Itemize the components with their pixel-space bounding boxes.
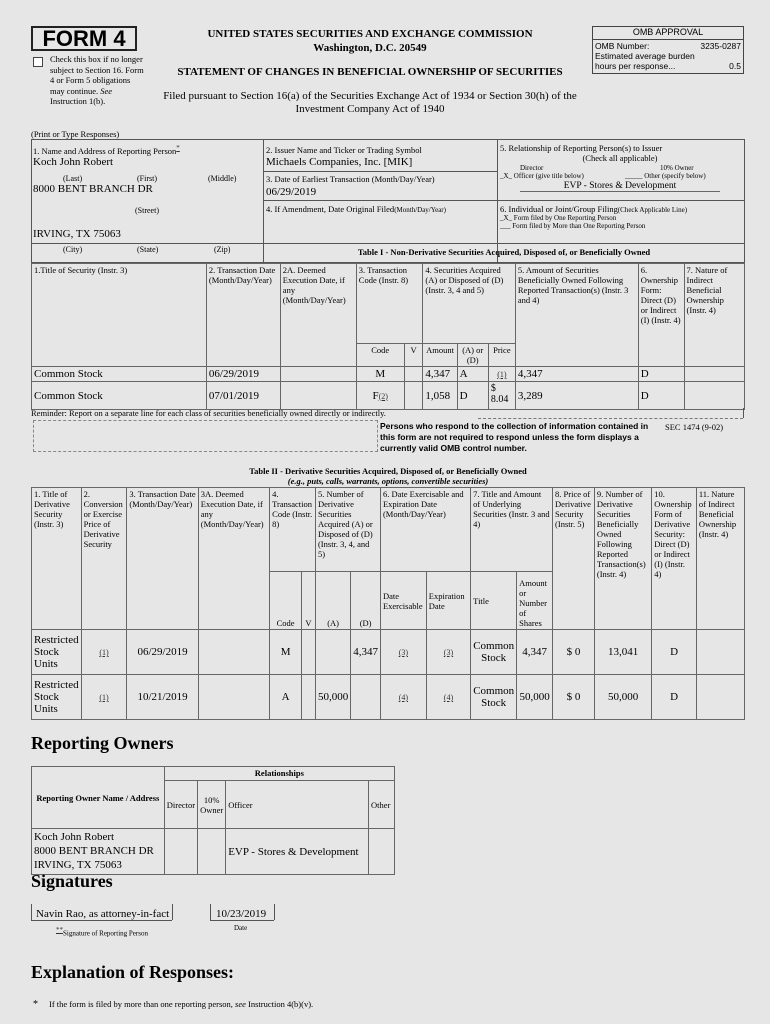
t2-row1-exp-footnote[interactable]: (3) (443, 648, 454, 657)
t2-row2-v (302, 675, 316, 720)
owner-other (369, 829, 395, 875)
agency-city: Washington, D.C. 20549 (313, 42, 427, 54)
reporter-city-line: IRVING, TX 75063 (33, 228, 121, 240)
t1-row2-ad: D (457, 382, 488, 410)
check-all: (Check all applicable) (582, 153, 658, 163)
t2-h-nature: 11. Nature of Indirect Beneficial Ownership (Instr. 4) (696, 488, 744, 630)
t2-h-number: 5. Number of Derivative Securities Acquired (A) or Disposed of (D) (Instr. 3, 4, and 5) (315, 488, 380, 572)
table-row (32, 829, 395, 875)
table2 (31, 487, 745, 720)
t2-h-exercisable: 6. Date Exercisable and Expiration Date (Month/Day/Year) (380, 488, 470, 572)
label-middle: (Middle) (208, 174, 237, 183)
t2-h-date-ex: Date Exercisable (380, 572, 426, 630)
owner-street: 8000 BENT BRANCH DR (34, 845, 154, 857)
rel-other: _____ Other (specify below) (625, 172, 706, 180)
t1-row2-form: D (638, 382, 684, 410)
owner-name: Koch John Robert (34, 831, 115, 843)
t1-h-owned: 5. Amount of Securities Beneficially Owned Following Reported Transaction(s) (Instr. 3 and 4) (515, 264, 638, 367)
t1-h-title: 1.Title of Security (Instr. 3) (32, 264, 207, 367)
t1-row2-price: $ 8.04 (488, 382, 515, 410)
t2-row2-conv-footnote[interactable]: (1) (99, 693, 109, 702)
table2-subtitle: (e.g., puts, calls, warrants, options, convertible securities) (287, 476, 489, 486)
owners-col-officer: Officer (226, 781, 369, 829)
agency-name: UNITED STATES SECURITIES AND EXCHANGE COMMISSION (207, 28, 533, 40)
omb-number: 3235-0287 (700, 41, 741, 51)
label-state: (State) (137, 245, 159, 254)
t2-row2-code: A (270, 675, 302, 720)
t1-row1-price-footnote[interactable]: (1) (497, 370, 507, 379)
t2-row2-utitle: Common Stock (471, 675, 517, 720)
owners-col-other: Other (369, 781, 395, 829)
signatures-heading: Signatures (31, 871, 113, 891)
label-city: (City) (63, 245, 83, 254)
instr-text: Instruction 1(b). (50, 96, 106, 106)
t2-row1-deemed (198, 630, 269, 675)
t2-h-d: (D) (351, 572, 381, 630)
owner-director (164, 829, 197, 875)
t2-row1-code: M (270, 630, 302, 675)
persons-notice: Persons who respond to the collection of information contained in this form are not required to respond unless the form displays a currently valid OMB control number. (380, 421, 649, 453)
t1-row2-v (404, 382, 423, 410)
t1-row1-date: 06/29/2019 (206, 367, 280, 382)
owner-city: IRVING, TX 75063 (34, 859, 122, 871)
t1-row2-title: Common Stock (32, 382, 207, 410)
t1-row1-title: Common Stock (32, 367, 207, 382)
owners-col-name: Reporting Owner Name / Address (32, 767, 165, 829)
earliest-date: 06/29/2019 (266, 186, 317, 198)
t1-row1-ad: A (457, 367, 488, 382)
owners-heading: Reporting Owners (31, 733, 174, 753)
table-row (32, 367, 745, 382)
form-title-box (31, 26, 137, 51)
t2-h-underlying: 7. Title and Amount of Underlying Securities (Instr. 3 and 4) (471, 488, 553, 572)
no-longer-checkbox[interactable] (33, 57, 43, 67)
t2-row2-form: D (652, 675, 697, 720)
owners-col-tenpct: 10% Owner (198, 781, 226, 829)
t1-row1-deemed (280, 367, 356, 382)
omb-box (592, 26, 744, 74)
label-street: (Street) (135, 206, 159, 215)
t1-h-ad: (A) or (D) (457, 344, 488, 367)
t2-h-form: 10. Ownership Form of Derivative Security: Direct (D) or Indirect (I) (Instr. 4) (652, 488, 697, 630)
t2-h-code: 4. Transaction Code (Instr. 8) (270, 488, 316, 572)
owners-col-director: Director (164, 781, 197, 829)
t2-h-date: 3. Transaction Date (Month/Day/Year) (127, 488, 198, 630)
owner-officer: EVP - Stores & Development (226, 829, 369, 875)
t2-row1-ex-footnote[interactable]: (3) (398, 648, 409, 657)
burden-value: 0.5 (729, 61, 741, 71)
t2-row2-a: 50,000 (315, 675, 350, 720)
date-label: Date (234, 924, 248, 932)
t2-h-owned: 9. Number of Derivative Securities Beneficially Owned Following Reported Transaction(s) (Instr. 4) (594, 488, 651, 630)
t2-row2-price: $ 0 (553, 675, 595, 720)
rel-director: Director (520, 164, 544, 172)
t1-row1-nature (684, 367, 744, 382)
label-amendment-format: (Month/Day/Year) (394, 206, 446, 214)
filed-pursuant: Filed pursuant to Section 16(a) of the Securities Exchange Act of 1934 or Section 30(h) of the Investment Company Act of 1940 (163, 90, 577, 115)
t1-h-date: 2. Transaction Date (Month/Day/Year) (206, 264, 280, 367)
t1-row2-deemed (280, 382, 356, 410)
t2-h-v: V (302, 572, 316, 630)
t2-h-amt: Amount or Number of Shares (517, 572, 553, 630)
t2-row2-exp-footnote[interactable]: (4) (443, 693, 454, 702)
t2-row1-price: $ 0 (553, 630, 595, 675)
label-joint-filing: 6. Individual or Joint/Group Filing (500, 204, 618, 214)
burden-label: Estimated average burden (595, 51, 695, 61)
t2-h-a: (A) (315, 572, 350, 630)
omb-title: OMB APPROVAL (593, 27, 743, 40)
explanation-star: * (33, 999, 38, 1010)
rel-ten-pct: 10% Owner (660, 164, 694, 172)
reminder-box (33, 420, 378, 452)
sign-date: 10/23/2019 (216, 908, 267, 920)
table-row (32, 630, 745, 675)
t2-row2-uamt: 50,000 (517, 675, 553, 720)
t2-h-title: 1. Title of Derivative Security (Instr. 3) (32, 488, 82, 630)
explanation-heading: Explanation of Responses: (31, 962, 235, 982)
t2-row1-conv-footnote[interactable]: (1) (99, 648, 109, 657)
t2-row2-ex-footnote[interactable]: (4) (398, 693, 409, 702)
table1-title: Table I - Non-Derivative Securities Acquired, Disposed of, or Beneficially Owned (357, 247, 651, 257)
table-row (32, 382, 745, 410)
explanation-instr: Instruction 4(b)(v). (248, 999, 314, 1009)
t1-h-nature: 7. Nature of Indirect Beneficial Ownership (Instr. 4) (684, 264, 744, 367)
t1-h-amount: Amount (423, 344, 457, 367)
owner-tenpct (198, 829, 226, 875)
issuer-name: Michaels Companies, Inc. [MIK] (266, 156, 413, 168)
rel-officer: _X_ Officer (give title below) (500, 172, 584, 180)
t2-row1-nature (696, 630, 744, 675)
explanation-text: If the form is filed by more than one reporting person, (49, 999, 233, 1009)
reporter-street: 8000 BENT BRANCH DR (33, 183, 153, 195)
t2-h-exp: Expiration Date (426, 572, 470, 630)
t2-h-conv: 2. Conversion or Exercise Price of Derivative Security (81, 488, 127, 630)
form-title: FORM 4 (42, 26, 126, 51)
t1-h-price: Price (488, 344, 515, 367)
t1-row2-code: F (372, 389, 379, 402)
t1-row2-amount: 1,058 (423, 382, 457, 410)
t2-row1-date: 06/29/2019 (127, 630, 198, 675)
label-earliest-date: 3. Date of Earliest Transaction (Month/Day/Year) (266, 174, 435, 184)
t1-row2-nature (684, 382, 744, 410)
t1-h-acquired: 4. Securities Acquired (A) or Disposed of (D) (Instr. 3, 4 and 5) (423, 264, 516, 344)
reporter-name: Koch John Robert (33, 156, 114, 168)
t1-row1-code: M (356, 367, 404, 382)
reminder-text: Reminder: Report on a separate line for each class of securities beneficially owned directly or indirectly. (31, 408, 386, 418)
t1-h-deemed: 2A. Deemed Execution Date, if any (Month/Day/Year) (280, 264, 356, 367)
check-box-text (50, 54, 145, 107)
t1-row2-owned: 3,289 (515, 382, 638, 410)
t2-h-code-sub: Code (270, 572, 302, 630)
sig-mark: ** (56, 926, 63, 934)
signer-name: Navin Rao, as attorney-in-fact (36, 908, 170, 920)
label-joint-filing-note: (Check Applicable Line) (617, 206, 688, 214)
label-relationship: 5. Relationship of Reporting Person(s) to Issuer (500, 143, 663, 153)
t2-row1-utitle: Common Stock (471, 630, 517, 675)
table1 (31, 263, 745, 410)
t2-row1-form: D (652, 630, 697, 675)
t2-row2-nature (696, 675, 744, 720)
t1-h-code-sub: Code (356, 344, 404, 367)
omb-number-label: OMB Number: (595, 41, 650, 51)
label-reporting-person: 1. Name and Address of Reporting Person (33, 145, 177, 156)
sig-label: Signature of Reporting Person (63, 929, 148, 938)
t1-row1-form: D (638, 367, 684, 382)
label-zip: (Zip) (214, 245, 231, 254)
t2-row1-d: 4,347 (351, 630, 381, 675)
print-note: (Print or Type Responses) (31, 129, 120, 139)
t2-row2-deemed (198, 675, 269, 720)
t1-row1-amount: 4,347 (423, 367, 457, 382)
label-amendment: 4. If Amendment, Date Original Filed (266, 204, 395, 214)
check-text: Check this box if no longer subject to Section 16. Form 4 or Form 5 obligations may continue. (50, 54, 144, 96)
see-text: See (100, 85, 113, 96)
t2-row2-title: Restricted Stock Units (32, 675, 82, 720)
statement-title: STATEMENT OF CHANGES IN BENEFICIAL OWNERSHIP OF SECURITIES (177, 66, 563, 78)
burden-hours: hours per response... (595, 61, 676, 71)
t2-row2-date: 10/21/2019 (127, 675, 198, 720)
filing-opt-one: _X_ Form filed by One Reporting Person (500, 214, 617, 222)
label-issuer: 2. Issuer Name and Ticker or Trading Symbol (266, 145, 422, 155)
label-last: (Last) (63, 174, 83, 183)
t2-row2-owned: 50,000 (594, 675, 651, 720)
t2-h-ttl: Title (471, 572, 517, 630)
t1-row1-owned: 4,347 (515, 367, 638, 382)
t1-row2-date: 07/01/2019 (206, 382, 280, 410)
officer-title: EVP - Stores & Development (520, 181, 720, 192)
label-first: (First) (137, 174, 157, 183)
sec-number: SEC 1474 (9-02) (665, 422, 724, 432)
t1-row1-v (404, 367, 423, 382)
t2-row1-a (315, 630, 350, 675)
explanation-see: see (235, 999, 246, 1009)
filing-opt-more: ___ Form filed by More than One Reporting Person (500, 222, 646, 230)
table-row (32, 675, 745, 720)
t2-row1-v (302, 630, 316, 675)
t1-h-form: 6. Ownership Form: Direct (D) or Indirect (I) (Instr. 4) (638, 264, 684, 367)
t2-h-price: 8. Price of Derivative Security (Instr. 5) (553, 488, 595, 630)
t1-h-v: V (404, 344, 423, 367)
table2-title: Table II - Derivative Securities Acquired, Disposed of, or Beneficially Owned (249, 466, 527, 476)
t2-row2-d (351, 675, 381, 720)
star-note: * (176, 144, 180, 152)
t2-row1-owned: 13,041 (594, 630, 651, 675)
t1-row2-code-footnote[interactable]: (2) (378, 391, 388, 401)
t1-h-code: 3. Transaction Code (Instr. 8) (356, 264, 423, 344)
t2-row1-title: Restricted Stock Units (32, 630, 82, 675)
t2-h-deemed: 3A. Deemed Execution Date, if any (Month/Day/Year) (198, 488, 269, 630)
owners-table (31, 766, 395, 875)
owners-relationships: Relationships (164, 767, 394, 781)
t2-row1-uamt: 4,347 (517, 630, 553, 675)
